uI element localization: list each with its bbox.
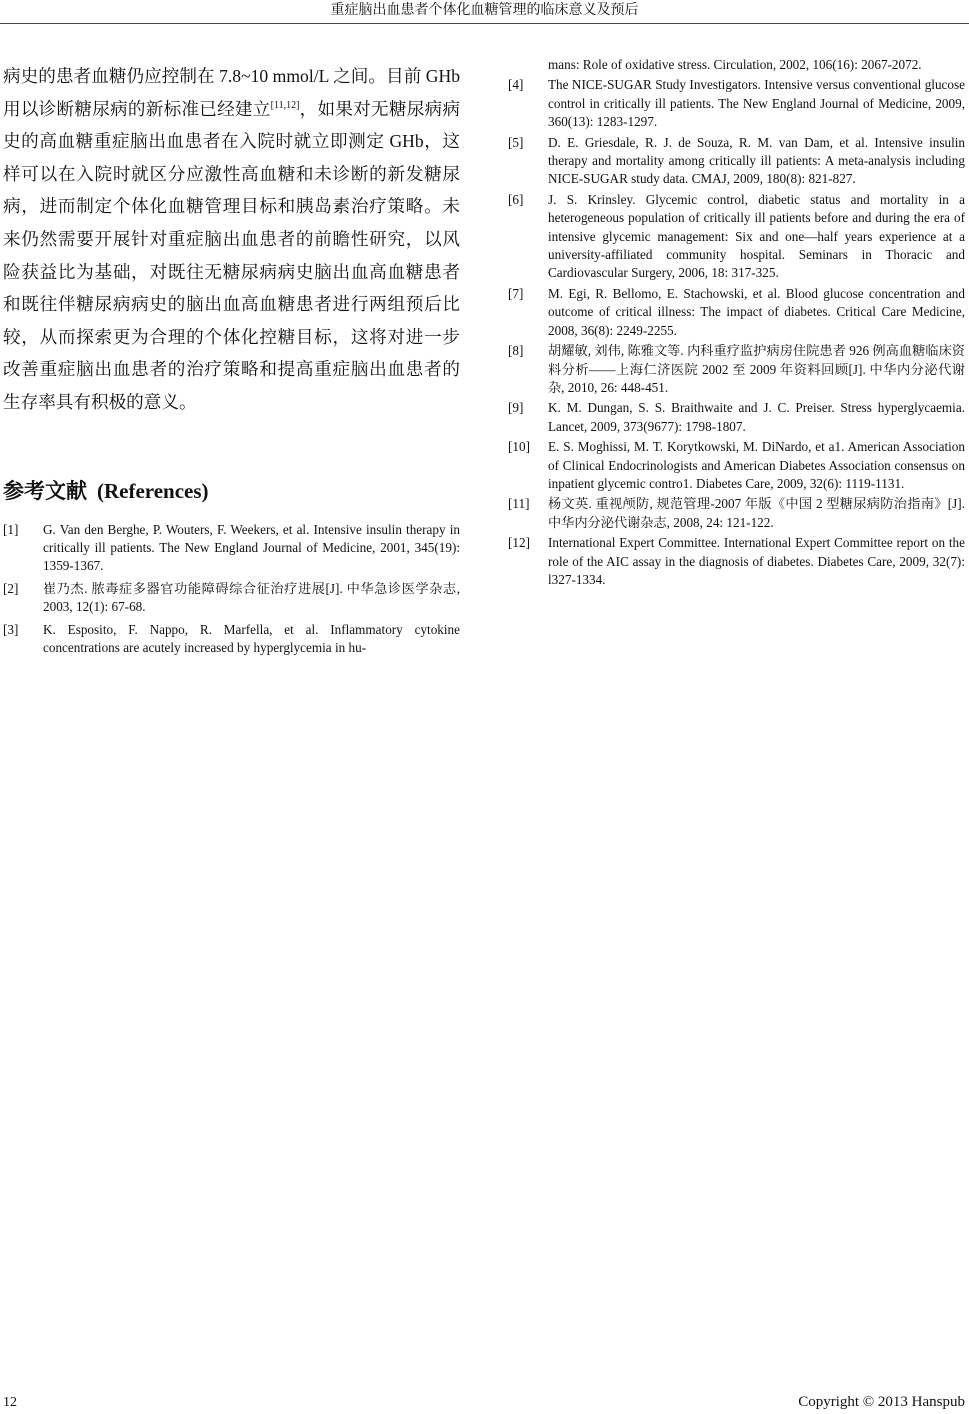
reference-item: [508, 438, 965, 493]
reference-item: [508, 134, 965, 189]
reference-number: [6]: [508, 191, 524, 207]
reference-item: [508, 342, 965, 397]
reference-number: [508, 56, 548, 74]
reference-list-left: [3, 521, 460, 658]
body-paragraph: [3, 60, 460, 419]
reference-text: International Expert Committee. International Expert Committee report on the role of the AIC assay in the diagnosis of diabetes. Diabetes Care, 2009, 32(7): l327-1334.: [548, 535, 965, 587]
copyright-notice: Copyright © 2013 Hanspub: [798, 1394, 965, 1410]
reference-text: The NICE-SUGAR Study Investigators. Intensive versus conventional glucose control in critically ill patients. The New England Journal of Medicine, 2009, 360(13): 1283-1297.: [548, 77, 965, 130]
reference-number: [8]: [508, 343, 524, 359]
right-column: [508, 56, 965, 591]
reference-number: [9]: [508, 400, 524, 416]
reference-item: [508, 76, 965, 131]
reference-number: [11]: [508, 496, 530, 512]
reference-text: G. Van den Berghe, P. Wouters, F. Weekers, et al. Intensive insulin therapy in critically ill patients. The New England Journal of Medicine, 2001, 345(19): 1359-1367.: [43, 521, 460, 574]
reference-number: [5]: [508, 134, 524, 150]
body-text-b: ，如果对无糖尿病病史的高血糖重症脑出血患者在入院时就立即测定 GHb，这样可以在入院时就区分应激性高血糖和未诊断的新发糖尿病，进而制定个体化血糖管理目标和胰岛素治疗策略。未来仍然需要开展针对重症脑出血患者的前瞻性研究，以风险获益比为基础，对既往无糖尿病病史脑出血高血糖患者和既往伴糖尿病病史的脑出血高血糖患者进行两组预后比较，从而探索更为合理的个体化控糖目标，这将对进一步改善重症脑出血患者的治疗策略和提高重症脑出血患者的生存率具有积极的意义。: [3, 98, 460, 412]
reference-number: [12]: [508, 535, 530, 551]
reference-item: [3, 621, 460, 658]
reference-text: 杨文英. 重视颅防, 规范管理-2007 年版《中国 2 型糖尿病防治指南》[J]. 中华内分泌代谢杂志, 2008, 24: 121-122.: [548, 496, 965, 530]
running-header: 重症脑出血患者个体化血糖管理的临床意义及预后: [330, 3, 639, 18]
reference-number: [4]: [508, 77, 524, 93]
left-column: [3, 60, 460, 661]
reference-item: [3, 580, 460, 617]
reference-text: K. Esposito, F. Nappo, R. Marfella, et al. Inflammatory cytokine concentrations are acutely increased by hyperglycemia in hu-: [43, 621, 460, 655]
reference-text: 胡耀敏, 刘伟, 陈雅文等. 内科重疗监护病房住院患者 926 例高血糖临床资料分析——上海仁济医院 2002 至 2009 年资料回顾[J]. 中华内分泌代谢杂, 2010, 26: 448-451.: [548, 343, 965, 395]
reference-item: [508, 534, 965, 589]
reference-text: mans: Role of oxidative stress. Circulation, 2002, 106(16): 2067-2072.: [548, 57, 922, 72]
reference-number: [7]: [508, 285, 524, 301]
reference-item: [508, 191, 965, 283]
references-heading-zh: 参考文献: [3, 478, 87, 503]
reference-text: D. E. Griesdale, R. J. de Souza, R. M. van Dam, et al. Intensive insulin therapy and mortality among critically ill patients: A meta-analysis including NICE-SUGAR study data. CMAJ, 2009, 180(8): 821-827.: [548, 134, 965, 187]
page-number: 12: [3, 1395, 17, 1410]
reference-text: M. Egi, R. Bellomo, E. Stachowski, et al. Blood glucose concentration and outcome of critical illness: The impact of diabetes. Critical Care Medicine, 2008, 36(8): 2249-2255.: [548, 285, 965, 338]
citation-superscript: [11,12]: [270, 99, 300, 111]
references-heading: [3, 477, 460, 505]
reference-number: [3]: [3, 621, 19, 637]
references-heading-en: (References): [97, 478, 209, 503]
reference-number: [2]: [3, 580, 19, 596]
reference-text: J. S. Krinsley. Glycemic control, diabetic status and mortality in a heterogeneous population of critically ill patients before and during the era of intensive glycemic management: Six and one—half years experience at a university-affiliated community hospital. Seminars in Thoracic and Cardiovascular Surgery, 2006, 18: 317-325.: [548, 191, 965, 281]
body-text-a: 病史的患者血糖仍应控制在 7.8~10 mmol/L 之间。目前 GHb 用以诊断糖尿病的新标准已经建立: [3, 66, 460, 119]
reference-text: 崔乃杰. 脓毒症多器官功能障碍综合征治疗进展[J]. 中华急诊医学杂志, 2003, 12(1): 67-68.: [43, 580, 460, 615]
reference-item-continued: [508, 56, 965, 74]
reference-number: [1]: [3, 521, 19, 537]
reference-item: [508, 399, 965, 436]
reference-item: [508, 285, 965, 340]
reference-number: [10]: [508, 439, 530, 455]
header-divider: [0, 23, 969, 24]
reference-item: [508, 495, 965, 532]
reference-text: K. M. Dungan, S. S. Braithwaite and J. C. Preiser. Stress hyperglycaemia. Lancet, 2009, 373(9677): 1798-1807.: [548, 400, 965, 434]
reference-item: [3, 521, 460, 576]
reference-text: E. S. Moghissi, M. T. Korytkowski, M. DiNardo, et a1. American Association of Clinical Endocrinologists and American Diabetes Association consensus on inpatient glycemic contro1. Diabetes Care, 2009, 32(6): 1119-1131.: [548, 439, 965, 491]
